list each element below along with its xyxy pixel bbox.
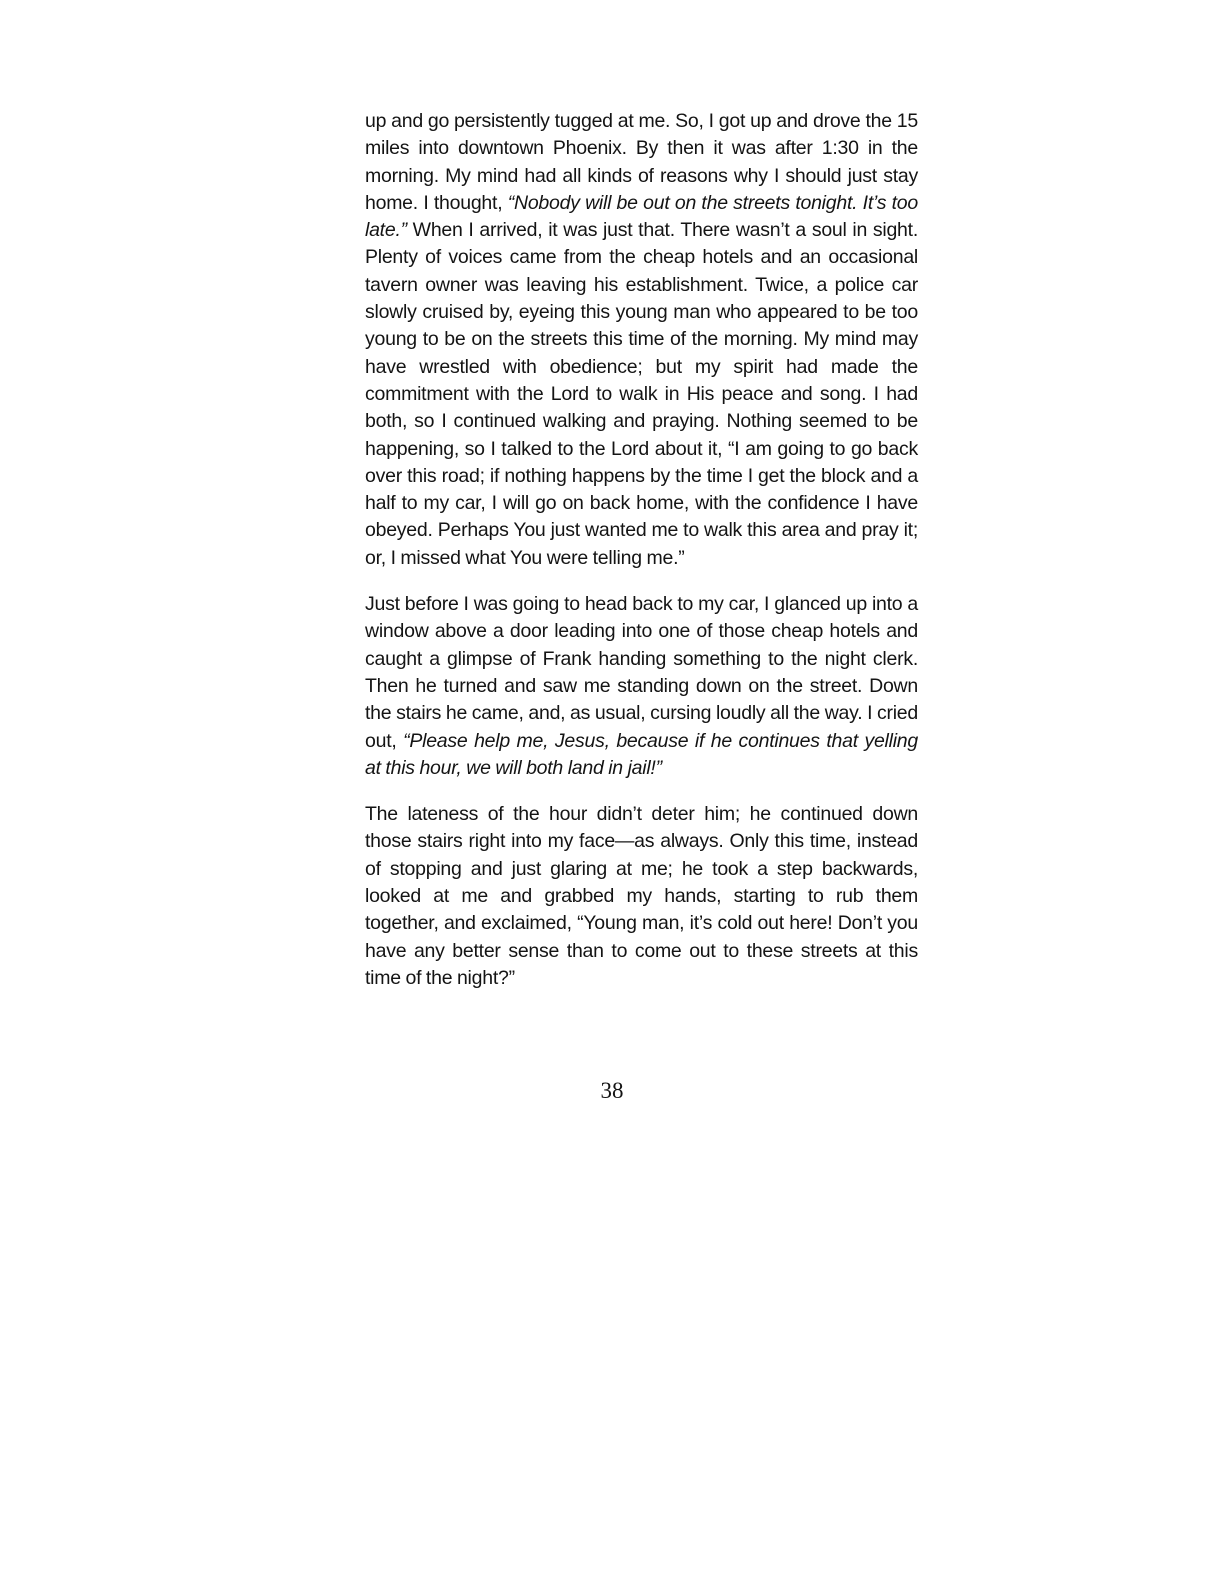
paragraph-2 [365,591,918,782]
paragraph-1-text-b: When I arrived, it was just that. There wasn’t a soul in sight. Plenty of voices came from the cheap hotels and an occasional tavern owner was leaving his establishment. Twice, a police car slowly cruised by, eyeing this young man who appeared to be too young to be on the streets this time of the morning. My mind may have wrestled with obedience; but my spirit had made the commitment with the Lord to walk in His peace and song. I had both, so I continued walking and praying. Nothing seemed to be happening, so I talked to the Lord about it, “I am going to go back over this road; if nothing happens by the time I get the block and a half to my car, I will go on back home, with the confidence I have obeyed. Perhaps You just wanted me to walk this area and pray it; or, I missed what You were telling me.” [365,219,918,569]
paragraph-2-italic-quote: “Please help me, Jesus, because if he continues that yelling at this hour, we will both land in jail!” [365,729,918,779]
paragraph-1 [365,108,918,572]
paragraph-3-text: The lateness of the hour didn’t deter him; he continued down those stairs right into my face—as always. Only this time, instead of stopping and just glaring at me; he took a step backwards, looked at me and grabbed my hands, starting to rub them together, and exclaimed, “Young man, it’s cold out here! Don’t you have any better sense than to come out to these streets at this time of the night?” [365,803,918,989]
page-number: 38 [600,1078,624,1103]
paragraph-3 [365,801,918,992]
paragraph-2-text-a: Just before I was going to head back to my car, I glanced up into a window above a door leading into one of those cheap hotels and caught a glimpse of Frank handing something to the night clerk. Then he turned and saw me standing down on the street. Down the stairs he came, and, as usual, cursing loudly all the way. I cried out, [365,593,918,752]
body-text [365,108,918,1011]
paragraph-1-italic-quote: “Nobody will be out on the streets tonight. It’s too late.” [365,191,918,242]
paragraph-1-text-a: up and go persistently tugged at me. So, I got up and drove the 15 miles into downtown Phoenix. By then it was after 1:30 in the morning. My mind had all kinds of reasons why I should just stay home. I thought, [365,110,918,214]
